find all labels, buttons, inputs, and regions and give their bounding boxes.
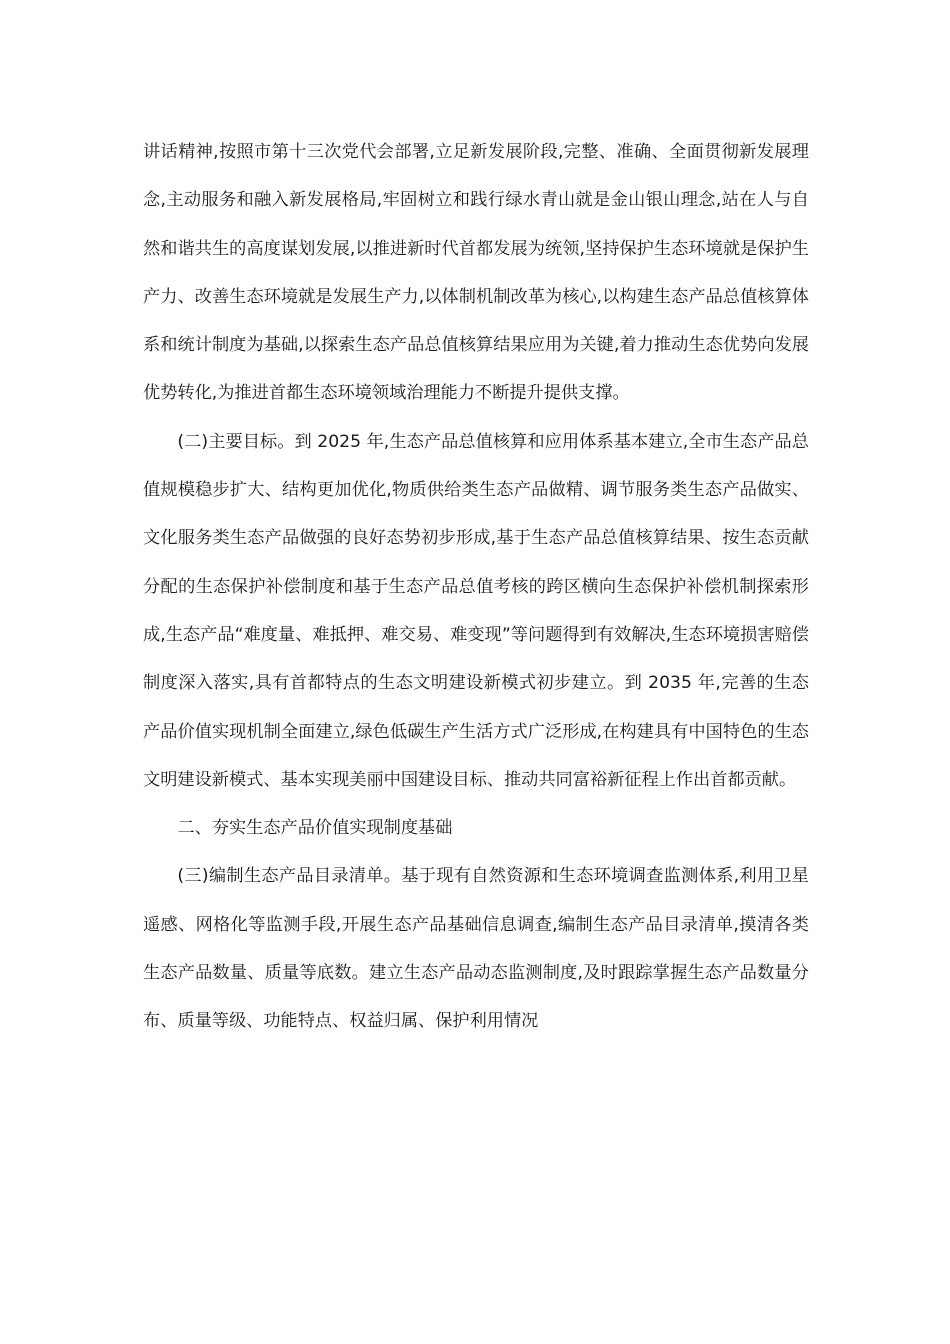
section-heading-foundation: 二、夯实生态产品价值实现制度基础 [177, 818, 453, 839]
document-body [143, 128, 809, 1046]
paragraph-main-goals: (二)主要目标。到 2025 年,生态产品总值核算和应用体系基本建立,全市生态产品总值规模稳步扩大、结构更加优化,物质供给类生态产品做精、调节服务类生态产品做实、文化服务类生态产品做强的良好态势初步形成,基于生态产品总值核算结果、按生态贡献分配的生态保护补偿制度和基于生态产品总值考核的跨区横向生态保护补偿机制探索形成,生态产品“难度量、难抵押、难交易、难变现”等问题得到有效解决,生态环境损害赔偿制度深入落实,具有首都特点的生态文明建设新模式初步建立。到 2035 年,完善的生态产品价值实现机制全面建立,绿色低碳生产生活方式广泛形成,在构建具有中国特色的生态文明建设新模式、基本实现美丽中国建设目标、推动共同富裕新征程上作出首都贡献。 [143, 431, 809, 790]
paragraph-product-catalog: (三)编制生态产品目录清单。基于现有自然资源和生态环境调查监测体系,利用卫星遥感、网格化等监测手段,开展生态产品基础信息调查,编制生态产品目录清单,摸清各类生态产品数量、质量等底数。建立生态产品动态监测制度,及时跟踪掌握生态产品数量分布、质量等级、功能特点、权益归属、保护利用情况 [143, 866, 809, 1032]
paragraph-guiding-principles: 讲话精神,按照市第十三次党代会部署,立足新发展阶段,完整、准确、全面贯彻新发展理念,主动服务和融入新发展格局,牢固树立和践行绿水青山就是金山银山理念,站在人与自然和谐共生的高度谋划发展,以推进新时代首都发展为统领,坚持保护生态环境就是保护生产力、改善生态环境就是发展生产力,以体制机制改革为核心,以构建生态产品总值核算体系和统计制度为基础,以探索生态产品总值核算结果应用为关键,着力推动生态优势向发展优势转化,为推进首都生态环境领域治理能力不断提升提供支撑。 [143, 142, 809, 404]
